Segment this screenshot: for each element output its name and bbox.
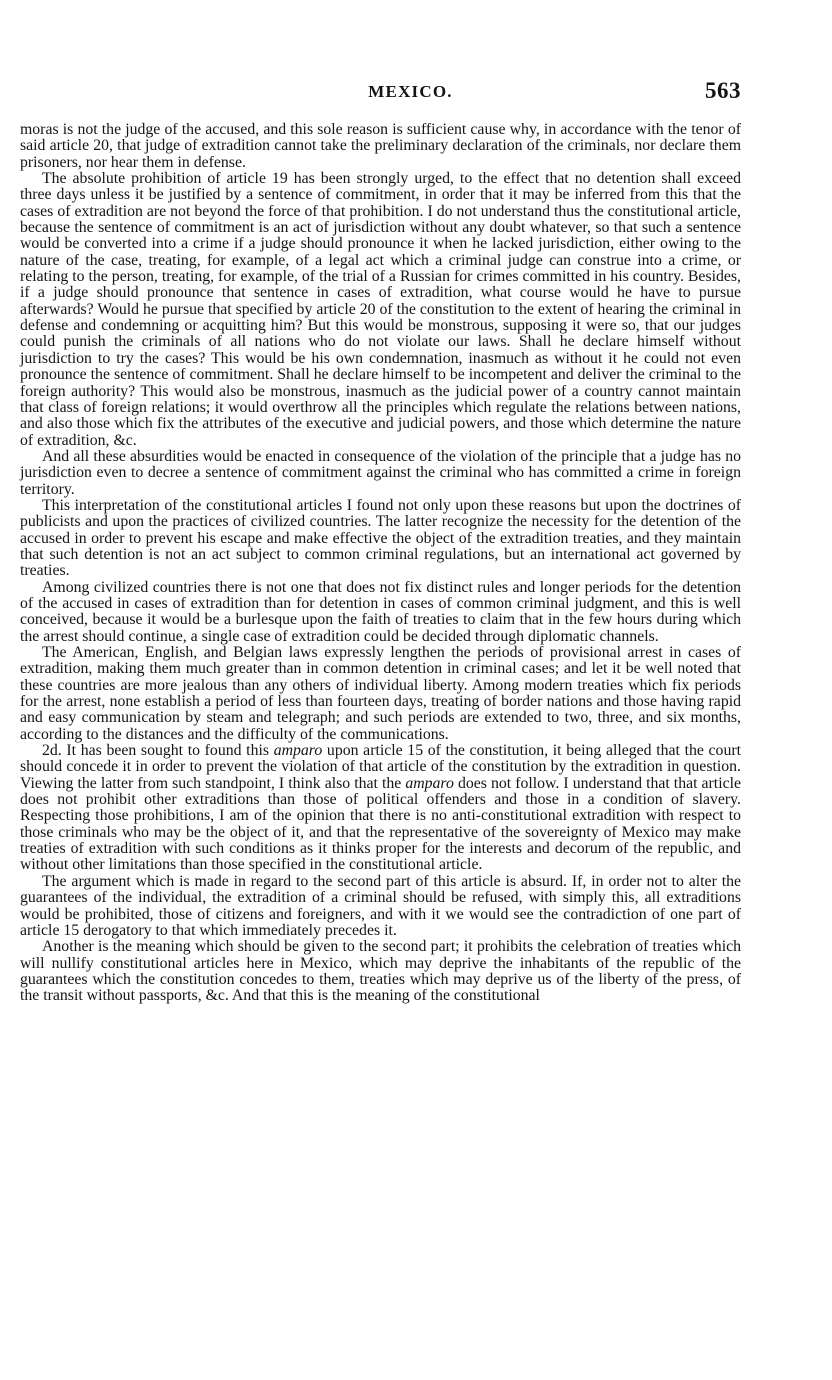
document-page [20, 78, 742, 1005]
italic-term: amparo [273, 742, 323, 760]
paragraph [20, 874, 741, 939]
paragraph-text: Another is the meaning which should be given to the second part; it prohibits the celebration of treaties which will nullify constitutional articles here in Mexico, which may deprive the inhabitants of the republic of the guarantees which the constitution concedes to them, treaties which may deprive us of the liberty of the press, of the transit without passports, &c. And that this is the meaning of the constitutional [20, 938, 741, 1005]
page-header [20, 78, 741, 114]
paragraph [20, 498, 741, 580]
paragraph [20, 122, 741, 171]
paragraph-text: moras is not the judge of the accused, and this sole reason is sufficient cause why, in accordance with the tenor of said article 20, that judge of extradition cannot take the preliminary declaration of the criminals, nor declare them prisoners, nor hear them in defense. [20, 121, 741, 171]
paragraph [20, 645, 741, 743]
paragraph-text: Among civilized countries there is not one that does not fix distinct rules and longer periods for the detention of the accused in cases of extradition than for detention in cases of common criminal judgment, and this is well conceived, because it would be a burlesque upon the faith of treaties to claim that in the few hours during which the arrest should continue, a single case of extradition could be decided through diplomatic channels. [20, 578, 741, 645]
paragraph-text: The American, English, and Belgian laws expressly lengthen the periods of provisional arrest in cases of extradition, making them much greater than in common detention in criminal cases; and let it be well noted that these countries are more jealous than any others of individual liberty. Among modern treaties which fix periods for the arrest, none establish a period of less than fourteen days, treating of border nations and those having rapid and easy communication by steam and telegraph; and such periods are extended to two, three, and six months, according to the distances and the difficulty of the communications. [20, 644, 741, 743]
paragraph-text: The absolute prohibition of article 19 has been strongly urged, to the effect that no detention shall exceed three days unless it be justified by a sentence of commitment, in order that it may be inferred from this that the cases of extradition are not beyond the force of that prohibition. I do not understand thus the constitutional article, because the sentence of commitment is an act of jurisdiction without any doubt whatever, so that such a sentence would be converted into a crime if a judge should pronounce it when he lacked jurisdiction, either owing to the nature of the case, treating, for example, of a legal act which a criminal judge can construe into a crime, or relating to the person, treating, for example, of the trial of a Russian for crimes committed in his country. Besides, if a judge should pronounce that sentence in cases of extradition, what course would he have to pursue afterwards? Would he pursue that specified by article 20 of the constitution to the extent of hearing the criminal in defense and condemning or acquitting him? But this would be monstrous, supposing it were so, that our judges could punish the criminals of all nations who do not violate our laws. Shall he declare himself without jurisdiction to try the cases? This would be his own condemnation, inasmuch as without it he could not even pronounce the sentence of commitment. Shall he declare himself to be incompetent and deliver the criminal to the foreign authority? This would also be monstrous, inasmuch as the judicial power of a country cannot maintain that class of foreign relations; it would overthrow all the principles which regulate the relations between nations, and also those which fix the attributes of the executive and judicial powers, and those which determine the nature of extradition, &c. [20, 170, 741, 449]
paragraph [20, 939, 741, 1004]
italic-term: amparo [405, 774, 454, 792]
paragraph-text: And all these absurdities would be enacted in consequence of the violation of the principle that a judge has no jurisdiction even to decree a sentence of commitment against the criminal who has committed a crime in foreign territory. [20, 447, 741, 498]
paragraph-text: 2d. It has been sought to found this [42, 742, 274, 760]
body-text [20, 122, 741, 1005]
page-number: 563 [705, 78, 741, 103]
paragraph [20, 449, 741, 498]
paragraph-text: This interpretation of the constitutional articles I found not only upon these reasons but upon the doctrines of publicists and upon the practices of civilized countries. The latter recognize the necessity for the detention of the accused in order to prevent his escape and make effective the object of the extradition treaties, and they maintain that such detention is not an act subject to common criminal regulations, but an international act governed by treaties. [20, 496, 741, 580]
paragraph [20, 580, 741, 645]
paragraph [20, 171, 741, 449]
paragraph-text: The argument which is made in regard to the second part of this article is absurd. If, in order not to alter the guarantees of the individual, the extradition of a criminal should be refused, with simply this, all extraditions would be prohibited, those of citizens and foreigners, and with it we would see the contradiction of one part of article 15 derogatory to that which immediately precedes it. [20, 872, 741, 939]
paragraph-text: does not follow. I understand that that article does not prohibit other extraditions than those of political offenders and those in a condition of slavery. Respecting those prohibitions, I am of the opinion that there is no anti-constitutional extradition with respect to those criminals who may be the object of it, and that the representative of the sovereignty of Mexico may make treaties of extradition with such conditions as it thinks proper for the interests and decorum of the republic, and without other limitations than those specified in the constitutional article. [20, 774, 741, 874]
paragraph [20, 743, 741, 874]
running-title: MEXICO. [368, 82, 453, 101]
paragraph-text: upon article 15 of the constitution, it being alleged that the court should concede it in order to prevent the violation of that article of the constitution by the extradition in question. Viewing the latter from such standpoint, I think also that the [20, 742, 742, 792]
